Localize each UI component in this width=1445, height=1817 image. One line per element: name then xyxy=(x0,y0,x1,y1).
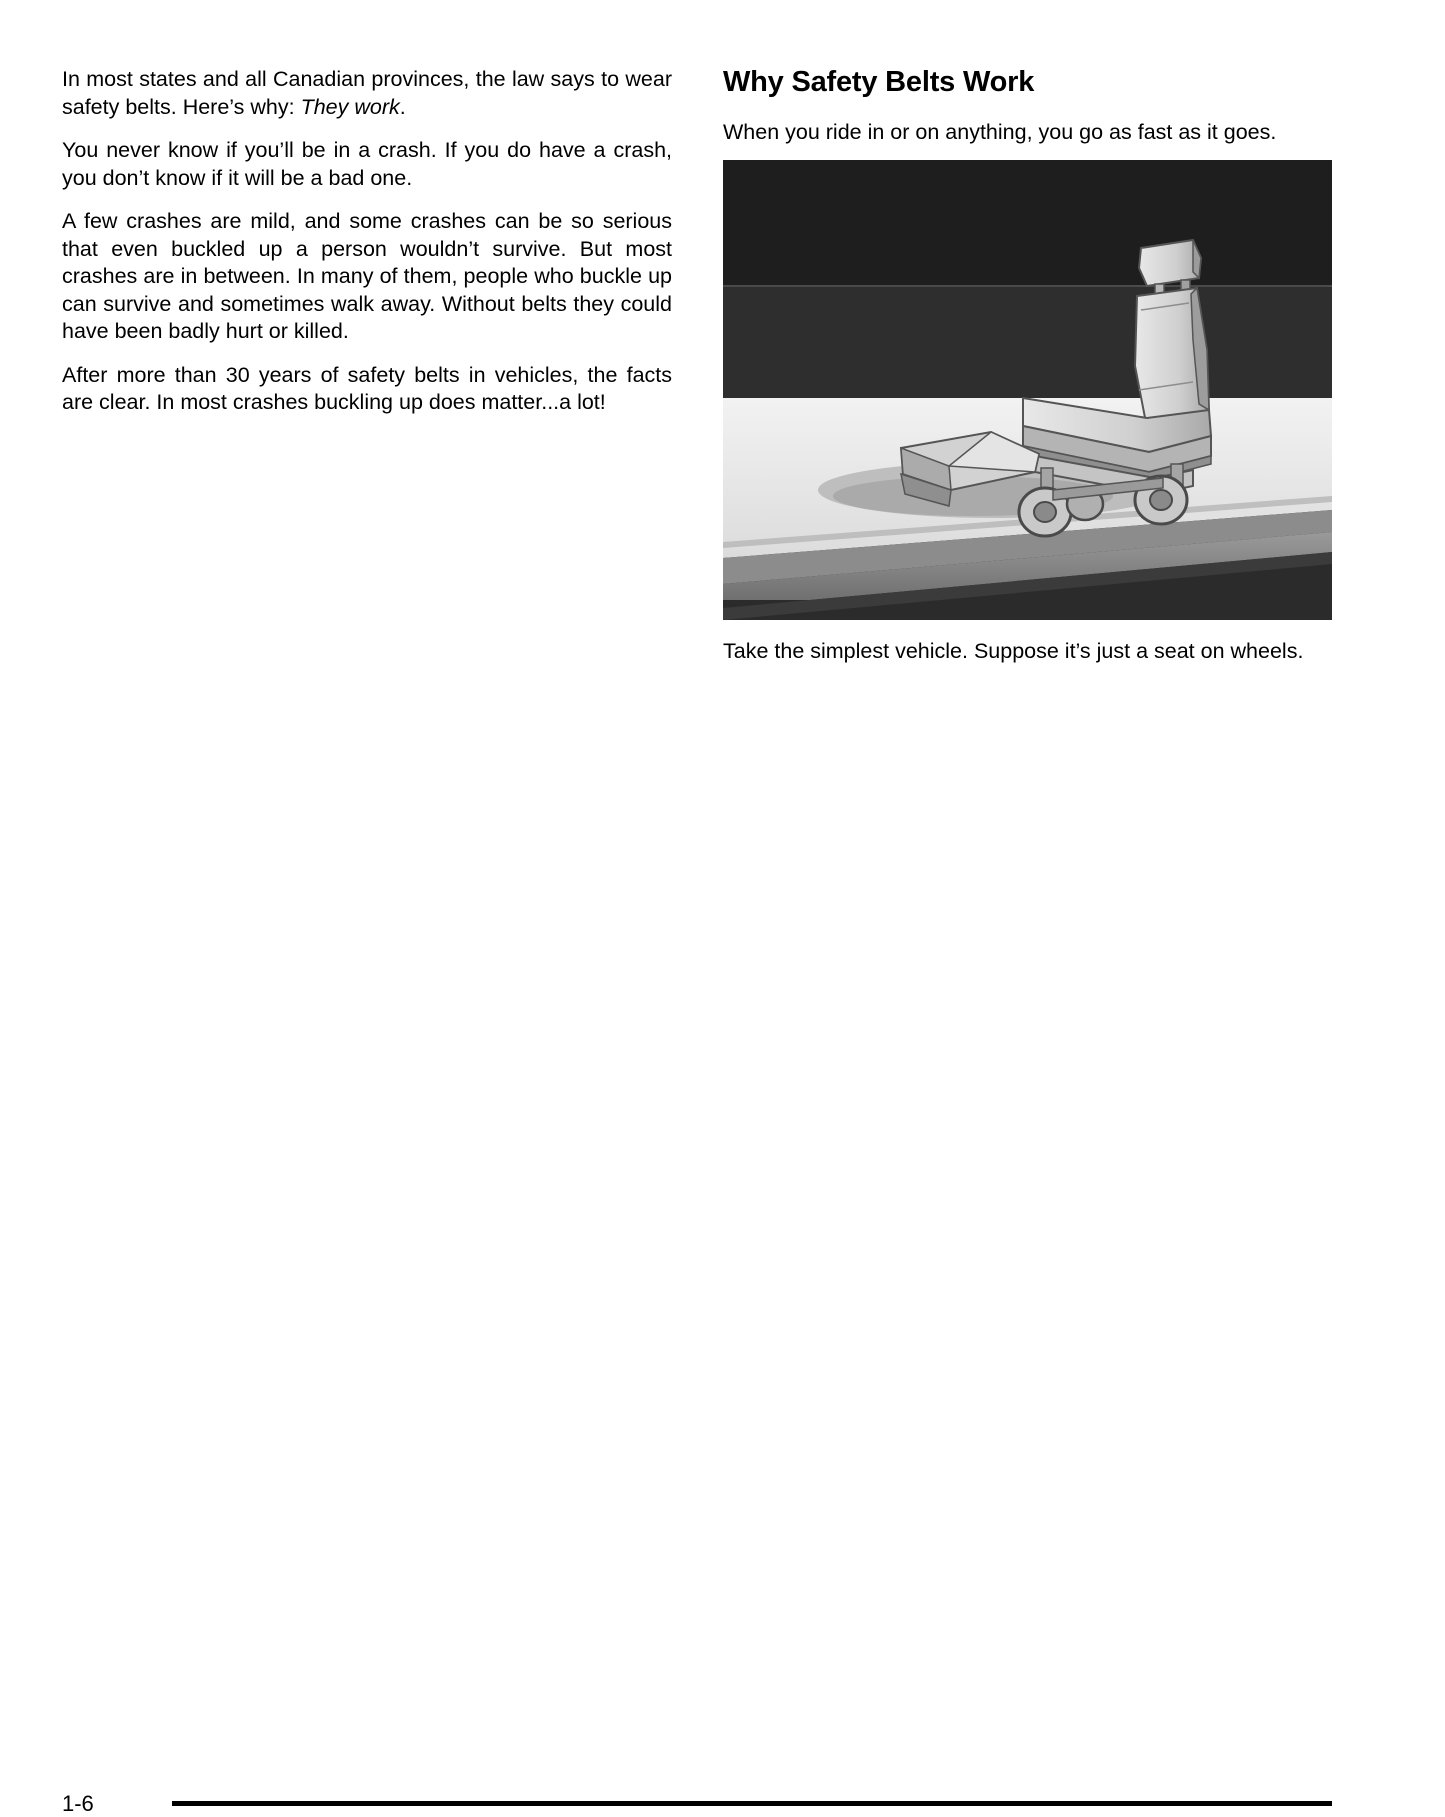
page-number: 1-6 xyxy=(62,1791,94,1816)
paragraph-never-know xyxy=(62,137,672,192)
paragraph-text: In most states and all Canadian provinces, the law says to wear safety belts. Here’s why: xyxy=(62,67,672,119)
paragraph-30-years xyxy=(62,362,672,417)
seat-on-wheels-illustration xyxy=(723,160,1332,620)
footer-divider-rule xyxy=(172,1801,1332,1806)
paragraph-text: After more than 30 years of safety belts in vehicles, the facts are clear. In most crashes buckling up does matter...a lot! xyxy=(62,362,672,414)
illustration-svg xyxy=(723,160,1332,620)
intro-paragraph: When you ride in or on anything, you go as fast as it goes. xyxy=(723,120,1277,144)
paragraph-text: A few crashes are mild, and some crashes can be so serious that even buckled up a person wouldn’t survive. But most crashes are in between. In many of them, people who buckle up can survive and sometimes walk away. Without belts they could have been badly hurt or killed. xyxy=(62,209,672,343)
paragraph-law-says xyxy=(62,66,672,121)
right-content-column xyxy=(723,66,1335,665)
page-footer xyxy=(0,893,1445,1816)
paragraph-few-crashes xyxy=(62,208,672,346)
section-heading-why-safety-belts-work: Why Safety Belts Work xyxy=(723,66,1035,98)
paragraph-text: You never know if you’ll be in a crash. If you do have a crash, you don’t know if it will be a bad one. xyxy=(62,138,672,190)
emphasis-they-work: They work xyxy=(300,94,400,119)
paragraph-period: . xyxy=(399,94,406,119)
left-text-column xyxy=(62,66,672,433)
figure-caption: Take the simplest vehicle. Suppose it’s just a seat on wheels. xyxy=(723,638,1304,663)
